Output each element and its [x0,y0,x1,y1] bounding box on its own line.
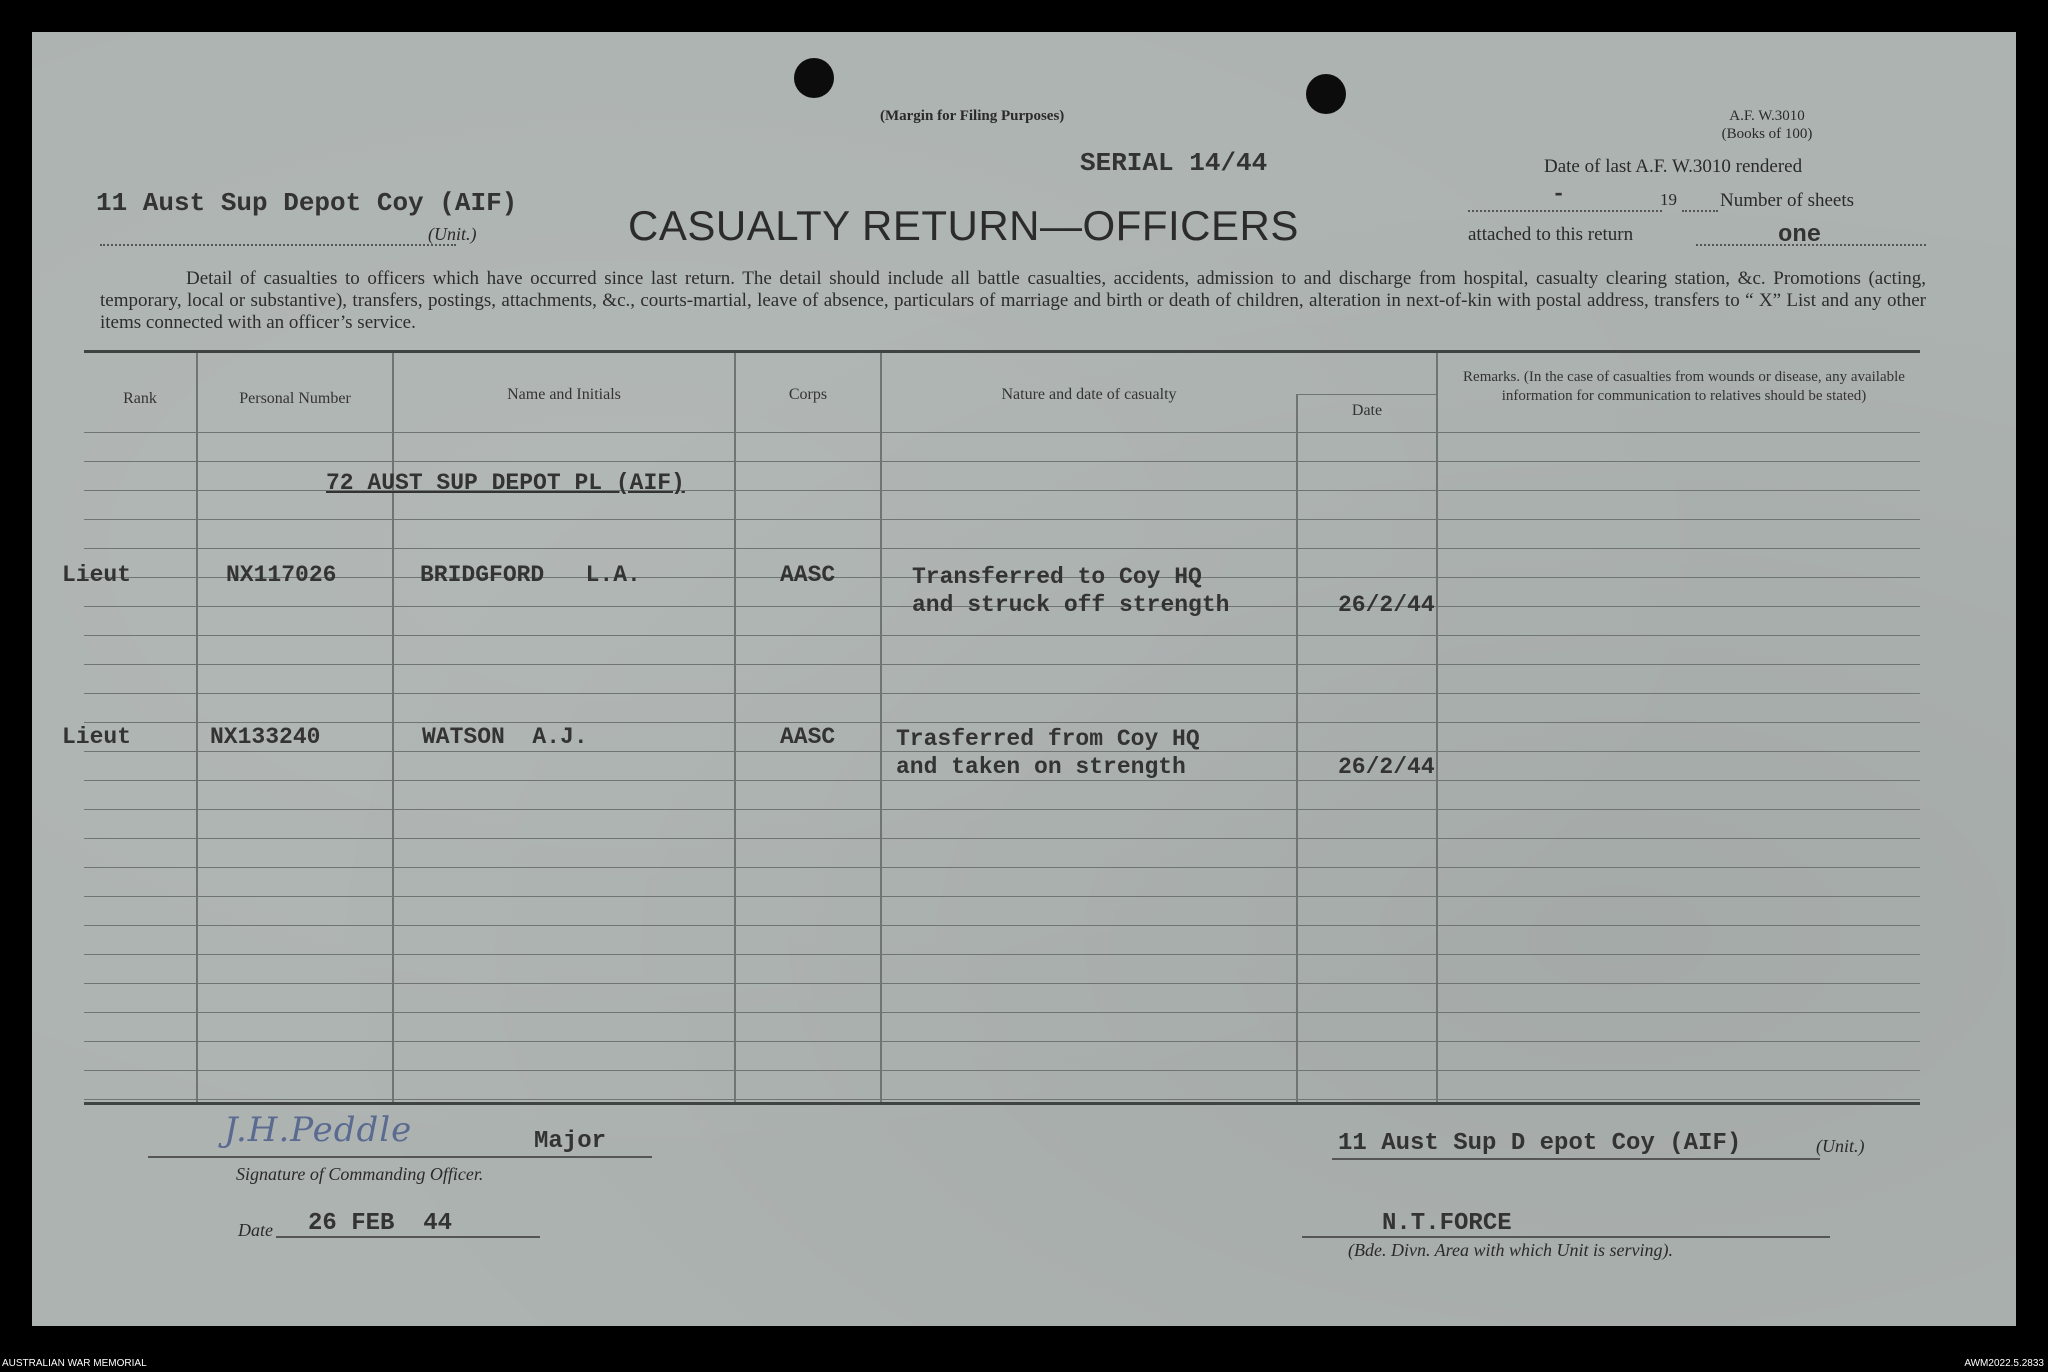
area-label: (Bde. Divn. Area with which Unit is serving). [1348,1240,1673,1260]
date-cell: 26/2/44 [1338,754,1435,780]
signature-label: Signature of Commanding Officer. [236,1164,484,1184]
date-value: 26 FEB 44 [308,1210,453,1237]
ruled-line [84,693,1920,694]
header-nature: Nature and date of casualty [1001,386,1177,403]
ruled-line [84,780,1920,781]
ruled-line [84,519,1920,520]
archive-credit: AUSTRALIAN WAR MEMORIAL [2,1358,147,1369]
ruled-line [84,1070,1920,1071]
nature-line-1: Transferred to Coy HQ [912,564,1202,590]
unit-label: (Unit.) [428,224,477,244]
ruled-line [84,548,1920,549]
attached-label: attached to this return [1468,224,1634,245]
nature-line-2: and taken on strength [896,754,1186,780]
ruled-line [84,809,1920,810]
unit-value: 11 Aust Sup Depot Coy (AIF) [96,188,518,218]
ruled-line [84,867,1920,868]
instructions-paragraph: Detail of casualties to officers which have occurred since last return. The detail should include all battle casualties, accidents, admission to and discharge from hospital, casualty clearing station, &c. Promotions (acting, temporary, local or substantive), transfers, postings, attachments, &c., courts-martial, leave of absence, particulars of marriage and birth or death of children, alteration in next-of-kin with postal address, transfers to “ X” List and any other items connected with an officer’s service. [100,268,1926,333]
date-last-value: - [1552,182,1566,207]
date-last-label: Date of last A.F. W.3010 rendered [1544,156,1803,177]
form-code: A.F. W.3010 [1729,108,1805,124]
ruled-line [84,722,1920,723]
signatory-rank: Major [534,1128,607,1155]
ruled-line [84,925,1920,926]
margin-note: (Margin for Filing Purposes) [880,108,1065,124]
name-cell: WATSON A.J. [422,724,588,750]
corps-cell: AASC [780,562,836,588]
ruled-line [84,432,1920,433]
header-name: Name and Initials [507,386,621,403]
page-title: CASUALTY RETURN—OFFICERS [628,202,1299,249]
rank-cell: Lieut [62,562,132,588]
ruled-line [84,664,1920,665]
ruled-line [84,1041,1920,1042]
sheets-value: one [1778,222,1822,249]
ruled-line [84,838,1920,839]
section-heading: 72 AUST SUP DEPOT PL (AIF) [326,470,685,496]
commanding-officer-signature: J.H.Peddle [224,1110,413,1150]
name-cell: BRIDGFORD L.A. [420,562,641,588]
ruled-line [84,983,1920,984]
books-note: (Books of 100) [1721,126,1813,142]
punch-hole-left [794,58,834,98]
ruled-line [84,1099,1920,1100]
personal-number-cell: NX133240 [210,724,321,750]
ruled-line [84,954,1920,955]
header-corps: Corps [788,386,828,403]
year-prefix: 19 [1660,190,1677,209]
serial-number: SERIAL 14/44 [1080,148,1268,178]
ruled-line [84,461,1920,462]
document-sheet [32,32,2016,1326]
header-date: Date [1351,402,1383,419]
date-cell: 26/2/44 [1338,592,1435,618]
footer-unit-label: (Unit.) [1816,1136,1865,1156]
archive-reference: AWM2022.5.2833 [1964,1358,2044,1369]
ruled-line [84,896,1920,897]
punch-hole-right [1306,74,1346,114]
rank-cell: Lieut [62,724,132,750]
nature-line-1: Trasferred from Coy HQ [896,726,1200,752]
personal-number-cell: NX117026 [226,562,337,588]
ruled-line [84,635,1920,636]
sheets-label: Number of sheets [1720,190,1855,211]
header-rank: Rank [123,390,157,407]
corps-cell: AASC [780,724,836,750]
nature-line-2: and struck off strength [912,592,1230,618]
date-label: Date [238,1220,273,1240]
footer-unit-value: 11 Aust Sup D epot Coy (AIF) [1338,1130,1742,1157]
ruled-line [84,1012,1920,1013]
header-personal-number: Personal Number [239,390,351,407]
area-value: N.T.FORCE [1382,1210,1512,1237]
header-remarks: Remarks. (In the case of casualties from wounds or disease, any available information for communication to relatives should be stated) [1463,369,1905,404]
